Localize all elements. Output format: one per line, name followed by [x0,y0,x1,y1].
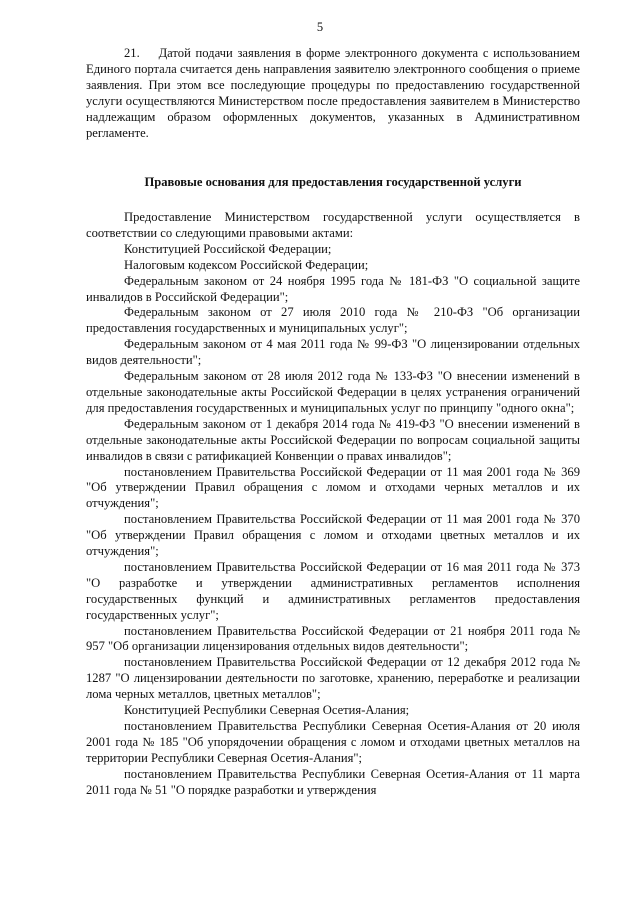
section-heading: Правовые основания для предоставления государственной услуги [144,175,522,189]
legal-paragraph: постановлением Правительства Республики Северная Осетия-Алания от 11 марта 2011 года № 51 "О порядке разработки и утверждения [86,766,580,797]
intro-block [86,46,580,141]
legal-paragraph: Федеральным законом от 27 июля 2010 года № 210-ФЗ "Об организации предоставления государственных и муниципальных услуг"; [86,305,580,336]
legal-paragraph: постановлением Правительства Республики Северная Осетия-Алания от 20 июля 2001 года № 185 "Об упорядочении обращения с ломом и отходами цветных металлов на территории Республики Северная Осетия-Алания"; [86,719,580,765]
legal-paragraph: постановлением Правительства Российской Федерации от 21 ноября 2011 года № 957 "Об организации лицензирования отдельных видов деятельности"; [86,623,580,654]
intro-paragraph: 21. Датой подачи заявления в форме электронного документа с использованием Единого портала считается день направления заявителю электронного сообщения о приеме заявления. При этом все последующие процедуры по предоставлению государственной услуги осуществляются Министерством после предоставления заявителем в Министерство надлежащим образом оформленных документов, указанных в Административном регламенте. [86,46,580,140]
legal-paragraph: постановлением Правительства Российской Федерации от 16 мая 2011 года № 373 "О разработке и утверждении административных регламентов исполнения государственных функций и административных регламентов предоставления государственных услуг"; [86,559,580,622]
legal-paragraph: Предоставление Министерством государственной услуги осуществляется в соответствии со следующими правовыми актами: [86,210,580,240]
page-number: 5 [316,20,324,34]
legal-basis-list [86,210,580,799]
legal-paragraph: Конституцией Российской Федерации; [124,241,332,256]
legal-paragraph: постановлением Правительства Российской Федерации от 11 мая 2001 года № 370 "Об утверждении Правил обращения с ломом и отходами цветных металлов и их отчуждения"; [86,512,580,559]
legal-paragraph: постановлением Правительства Российской Федерации от 11 мая 2001 года № 369 "Об утверждении Правил обращения с ломом и отходами черных металлов и их отчуждения"; [86,464,580,511]
legal-paragraph: Конституцией Республики Северная Осетия-Алания; [124,703,410,718]
legal-paragraph: Федеральным законом от 1 декабря 2014 года № 419-ФЗ "О внесении изменений в отдельные законодательные акты Российской Федерации по вопросам социальной защиты инвалидов в связи с ратификацией Конвенции о правах инвалидов"; [86,416,580,463]
legal-paragraph: Федеральным законом от 24 ноября 1995 года № 181-ФЗ "О социальной защите инвалидов в Российской Федерации"; [86,273,580,304]
legal-paragraph: Налоговым кодексом Российской Федерации; [124,257,369,272]
legal-paragraph: постановлением Правительства Российской Федерации от 12 декабря 2012 года № 1287 "О лицензировании деятельности по заготовке, хранению, переработке и реализации лома черных металлов, цветных металлов"; [86,655,580,702]
legal-paragraph: Федеральным законом от 28 июля 2012 года № 133-ФЗ "О внесении изменений в отдельные законодательные акты Российской Федерации в целях устранения ограничений для предоставления государственных и муниципальных услуг по принципу "одного окна"; [86,369,580,415]
legal-paragraph: Федеральным законом от 4 мая 2011 года № 99-ФЗ "О лицензировании отдельных видов деятельности"; [86,337,580,368]
